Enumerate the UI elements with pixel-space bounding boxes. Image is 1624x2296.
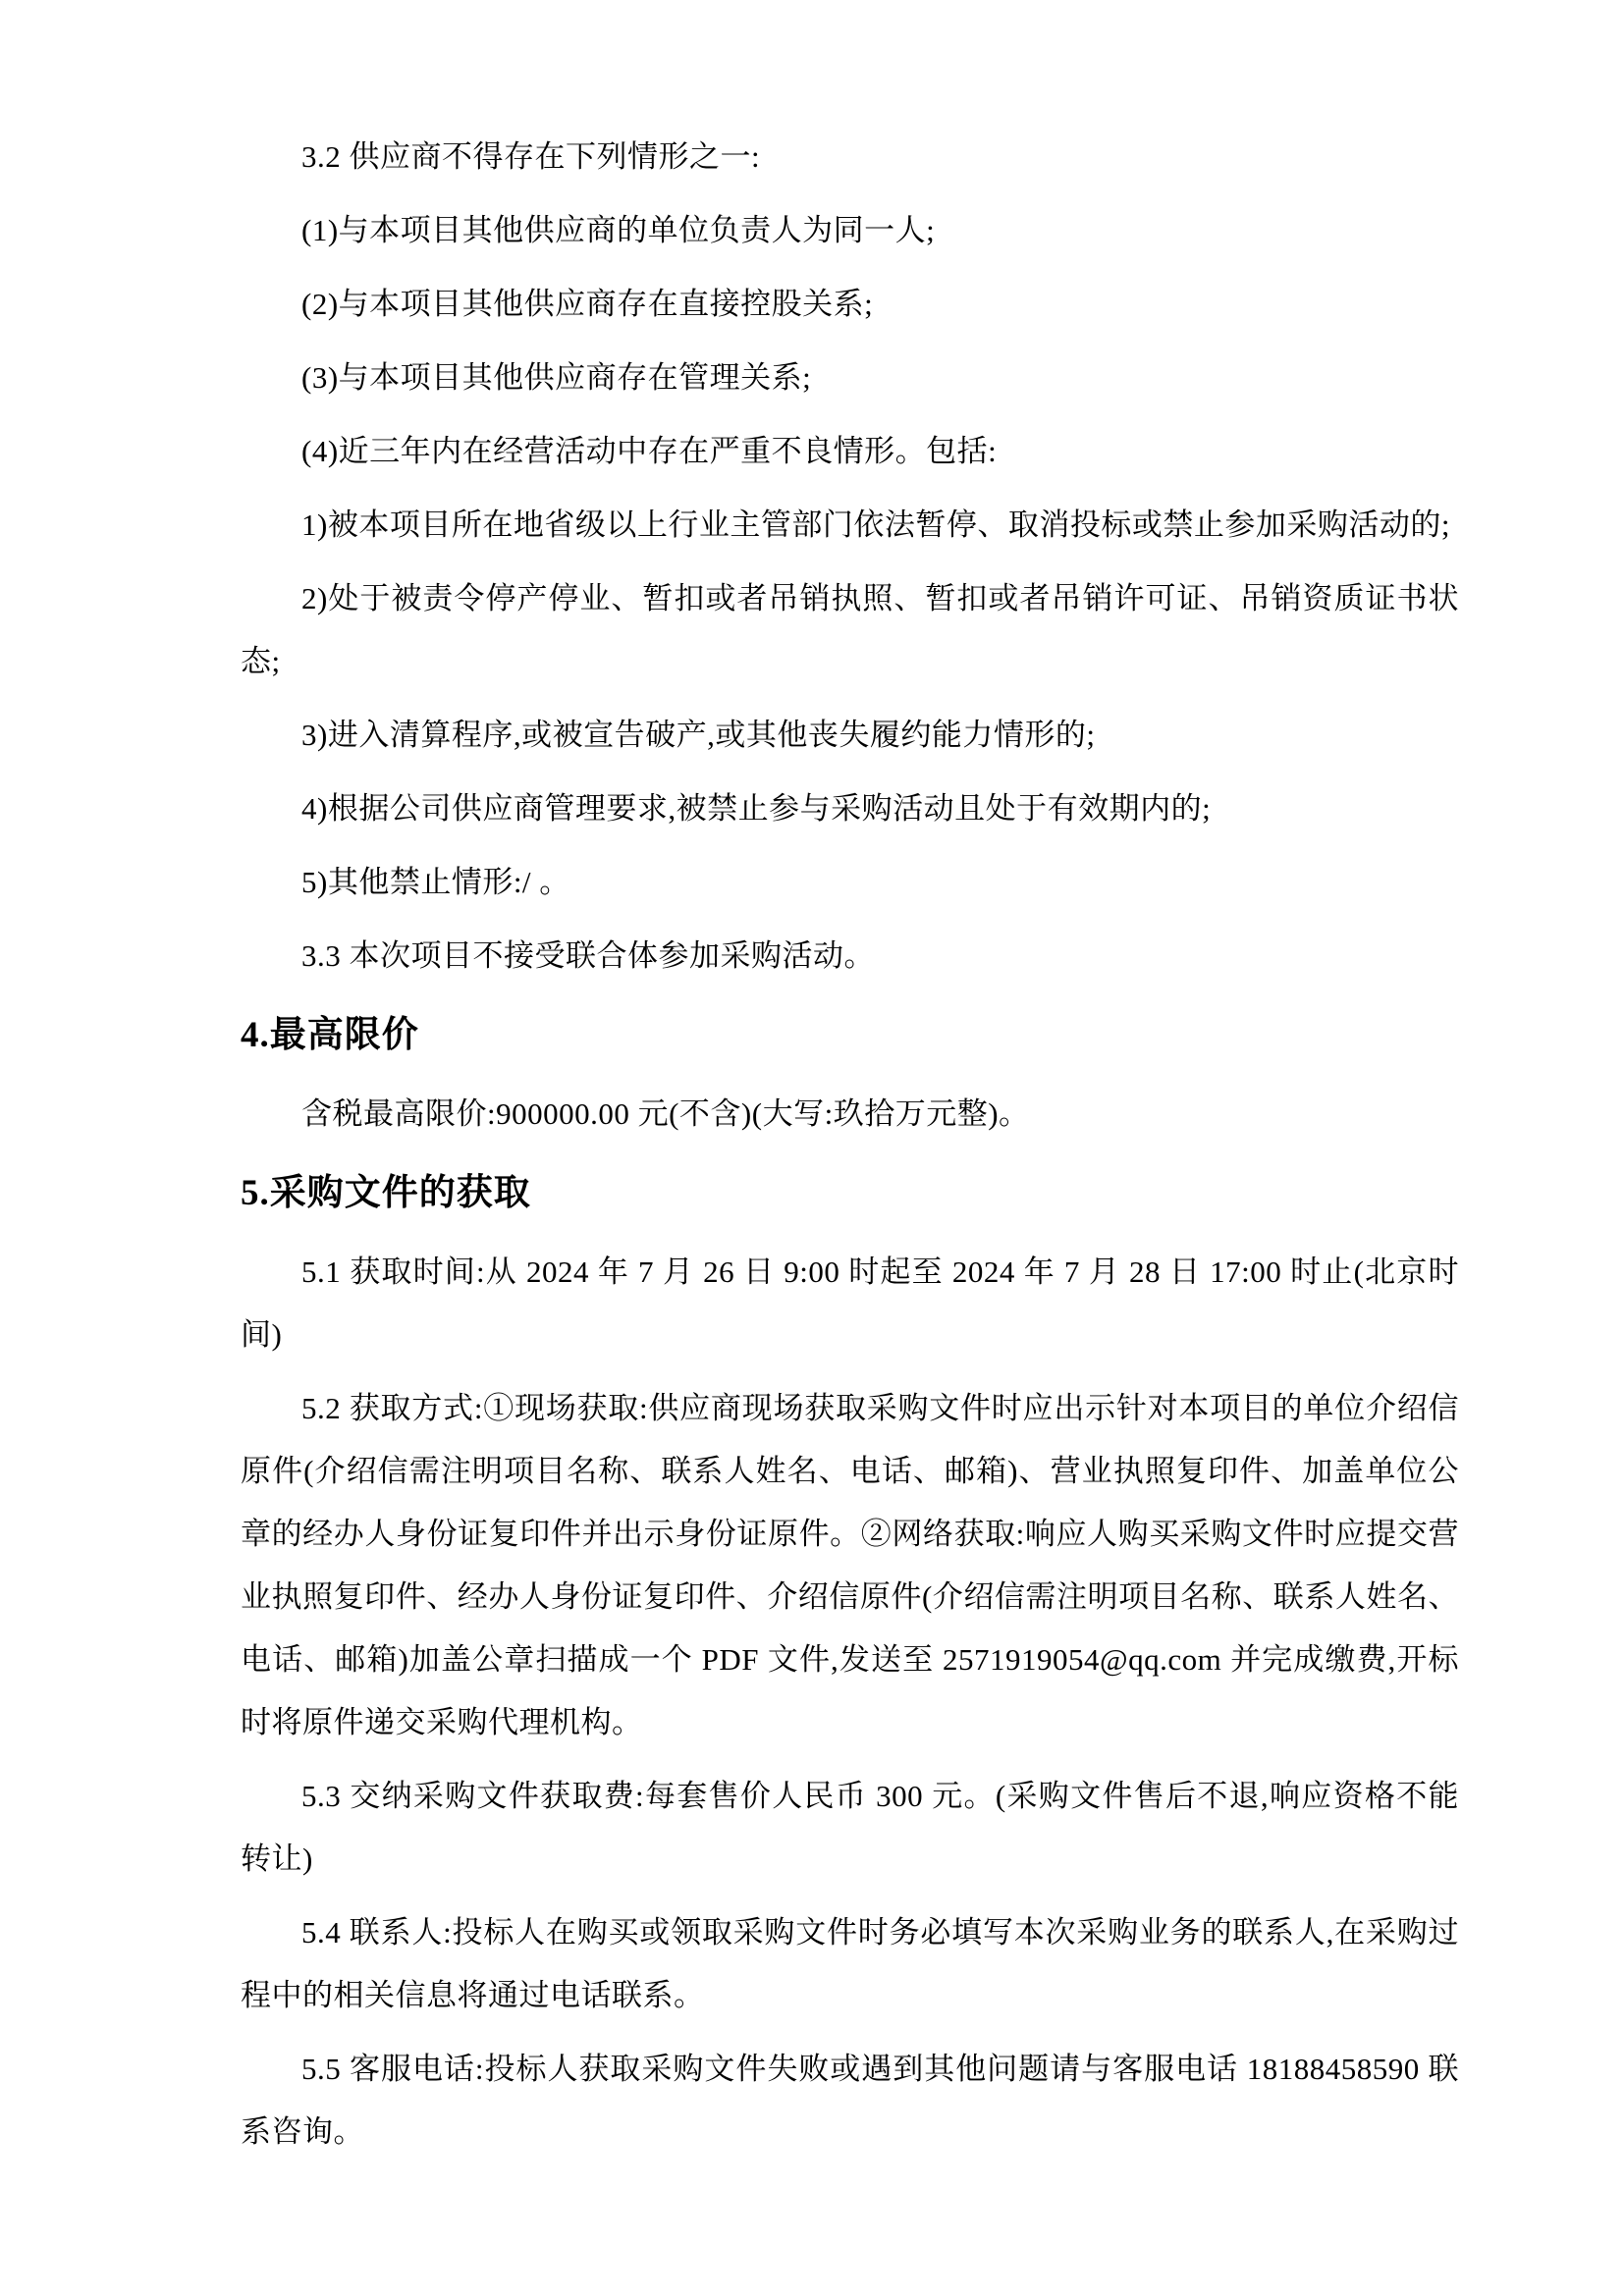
clause-3-2-item-3: (3)与本项目其他供应商存在管理关系; bbox=[301, 360, 812, 395]
clause-3-2-subitem-4: 4)根据公司供应商管理要求,被禁止参与采购活动且处于有效期内的; bbox=[301, 791, 1212, 826]
clause-5-5-hotline: 5.5 客服电话:投标人获取采购文件失败或遇到其他问题请与客服电话 18188458590 联系咨询。 bbox=[241, 2052, 1459, 2149]
section-4-heading: 4.最高限价 bbox=[241, 1015, 419, 1055]
clause-4-price-limit: 含税最高限价:900000.00 元(不含)(大写:玖拾万元整)。 bbox=[301, 1096, 1030, 1131]
clause-5-3-fee: 5.3 交纳采购文件获取费:每套售价人民币 300 元。(采购文件售后不退,响应资格不能转让) bbox=[241, 1779, 1459, 1876]
clause-5-4-contact: 5.4 联系人:投标人在购买或领取采购文件时务必填写本次采购业务的联系人,在采购过程中的相关信息将通过电话联系。 bbox=[241, 1915, 1459, 2012]
clause-3-2-subitem-5: 5)其他禁止情形:/ 。 bbox=[301, 865, 570, 899]
clause-3-2-item-4: (4)近三年内在经营活动中存在严重不良情形。包括: bbox=[301, 434, 998, 468]
section-5-heading: 5.采购文件的获取 bbox=[241, 1173, 531, 1213]
clause-3-2-subitem-2: 2)处于被责令停产停业、暂扣或者吊销执照、暂扣或者吊销许可证、吊销资质证书状态; bbox=[241, 581, 1459, 678]
clause-3-2: 3.2 供应商不得存在下列情形之一: bbox=[301, 139, 761, 174]
clause-3-2-item-1: (1)与本项目其他供应商的单位负责人为同一人; bbox=[301, 213, 936, 247]
clause-3-2-subitem-3: 3)进入清算程序,或被宣告破产,或其他丧失履约能力情形的; bbox=[301, 718, 1096, 752]
clause-3-2-item-2: (2)与本项目其他供应商存在直接控股关系; bbox=[301, 287, 874, 321]
clause-3-3: 3.3 本次项目不接受联合体参加采购活动。 bbox=[301, 938, 875, 973]
clause-3-2-subitem-1: 1)被本项目所在地省级以上行业主管部门依法暂停、取消投标或禁止参加采购活动的; bbox=[301, 507, 1450, 542]
clause-5-1-time: 5.1 获取时间:从 2024 年 7 月 26 日 9:00 时起至 2024 年 7 月 28 日 17:00 时止(北京时间) bbox=[241, 1255, 1459, 1352]
clause-5-2-method: 5.2 获取方式:①现场获取:供应商现场获取采购文件时应出示针对本项目的单位介绍信原件(介绍信需注明项目名称、联系人姓名、电话、邮箱)、营业执照复印件、加盖单位公章的经办人身份证复印件并出示身份证原件。②网络获取:响应人购买采购文件时应提交营业执照复印件、经办人身份证复印件、介绍信原件(介绍信需注明项目名称、联系人姓名、电话、邮箱)加盖公章扫描成一个 PDF 文件,发送至 2571919054@qq.com 并完成缴费,开标时将原件递交采购代理机构。 bbox=[241, 1391, 1459, 1739]
